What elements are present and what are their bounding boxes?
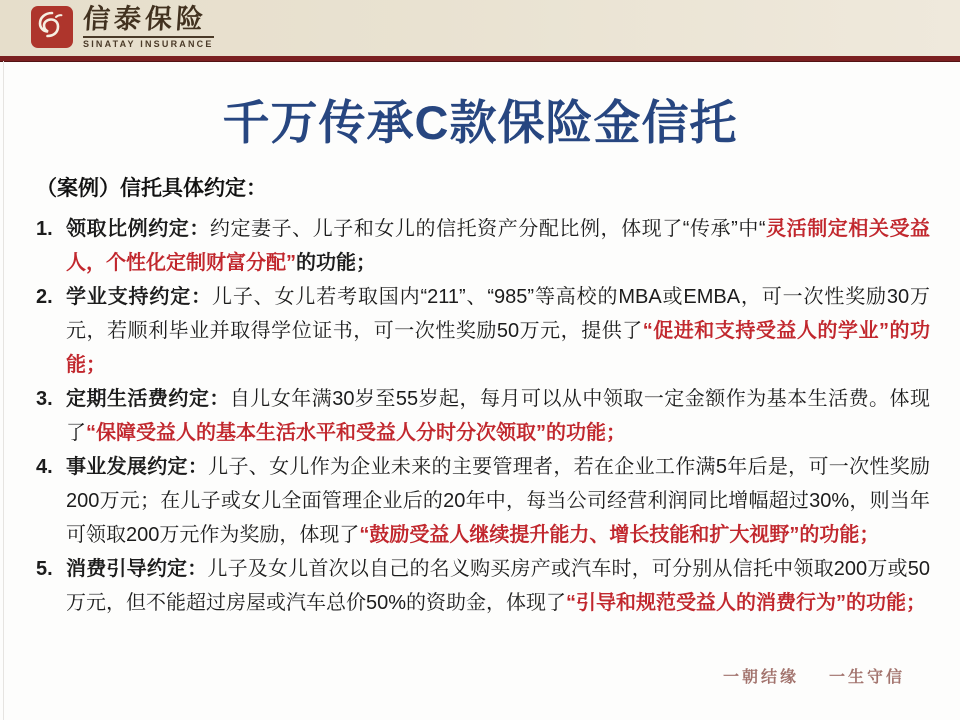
item-tail: 的功能； <box>296 252 376 274</box>
item-text <box>66 382 930 450</box>
item-num: 2. <box>36 286 53 308</box>
list-item <box>36 552 930 620</box>
provisions-list <box>36 212 930 620</box>
item-text <box>66 450 930 552</box>
item-body: 儿子及女儿首次以自己的名义购买房产或汽车时，可分别从信托中领取200万或50万元，但不能超过房屋或汽车总价50%的资助金，体现了 <box>66 558 930 614</box>
item-body: 约定妻子、儿子和女儿的信托资产分配比例，体现了“传承”中“ <box>209 218 766 240</box>
item-highlight: “促进和支持受益人的学业”的功能； <box>66 320 930 376</box>
motto-right: 一生守信 <box>828 669 905 686</box>
brand-name-en: SINATAY INSURANCE <box>83 36 214 49</box>
list-item <box>36 450 930 552</box>
brand-logo <box>30 5 214 49</box>
item-body: 儿子、女儿若考取国内“211”、“985”等高校的MBA或EMBA，可一次性奖励30万元，若顺利毕业并取得学位证书，可一次性奖励50万元，提供了 <box>66 286 930 342</box>
item-highlight: 灵活制定相关受益人，个性化定制财富分配” <box>66 218 931 274</box>
left-edge-line <box>3 61 4 720</box>
section-heading: （案例）信托具体约定： <box>36 177 267 200</box>
item-text <box>66 212 930 280</box>
slide-title: 千万传承C款保险金信托 <box>222 96 738 149</box>
item-highlight: “保障受益人的基本生活水平和受益人分时分次领取”的功能； <box>86 422 626 444</box>
item-body: 自儿女年满30岁至55岁起，每月可以从中领取一定金额作为基本生活费。体现了 <box>66 388 930 444</box>
brand-text <box>81 3 214 49</box>
item-highlight: “鼓励受益人继续提升能力、增长技能和扩大视野”的功能； <box>359 524 880 546</box>
item-label: 事业发展约定： <box>66 456 209 478</box>
item-text <box>66 280 930 382</box>
list-item <box>36 280 930 382</box>
footer-motto <box>723 664 905 687</box>
item-label: 定期生活费约定： <box>66 388 230 410</box>
motto-left: 一朝结缘 <box>722 669 799 686</box>
item-num: 5. <box>36 558 53 580</box>
header-bar <box>0 0 960 56</box>
brand-name-cn: 信泰保险 <box>81 3 209 35</box>
item-label: 消费引导约定： <box>66 558 208 580</box>
item-num: 4. <box>36 456 53 478</box>
slide-content <box>36 172 930 620</box>
item-body: 儿子、女儿作为企业未来的主要管理者，若在企业工作满5年后是，可一次性奖励200万元；在儿子或女儿全面管理企业后的20年中，每当公司经营利润同比增幅超过30%，则当年可领取200万元作为奖励，体现了 <box>66 456 931 546</box>
item-num: 3. <box>36 388 53 410</box>
dragon-icon <box>30 5 74 49</box>
item-highlight: “引导和规范受益人的消费行为”的功能； <box>566 592 927 614</box>
list-item <box>36 212 930 280</box>
list-item <box>36 382 930 450</box>
header-divider <box>0 56 960 61</box>
item-label: 领取比例约定： <box>66 218 210 240</box>
item-text <box>66 552 930 620</box>
item-num: 1. <box>36 218 53 240</box>
item-label: 学业支持约定： <box>66 286 212 308</box>
